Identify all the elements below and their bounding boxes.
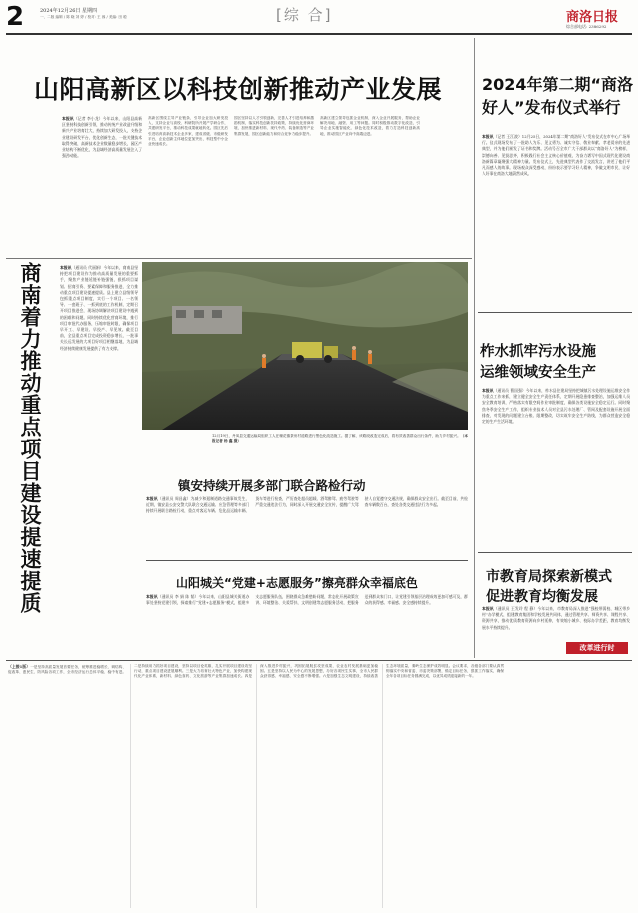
right-top-byline-text: （记者 王江波）12月25日，2024年第二期“商洛好人”发布仪式在市中心广场举行。仪式现场发布了一批助人为乐、见义勇为、诚实守信、敬业奉献、孝老爱亲的先进典型，并为他们颁发了证书和奖牌。活动号召全市广大干部群众以“商洛好人”为榜样，崇德向善、见贤思齐，积极践行社会主义核心价值观，为奋力谱写中国式现代化建设商洛新篇章凝聚强大精神力量。发布仪式上，先进典型代表作了交流发言，讲述了他们平凡而感人的故事。现场观众深受感动，纷纷表示要学习好人精神，争做文明市民，让好人好事在商洛大地蔚然成风。 — [482, 134, 630, 177]
main-article-col1 — [62, 116, 142, 242]
masthead-logo: 商洛日报 — [566, 10, 619, 25]
right-mid-top-rule — [478, 312, 632, 313]
photo-credit: （本报记者 杨 鑫 摄） — [212, 434, 468, 444]
bottom-article-text: 一是坚持高质量发展首要任务，统筹推进稳增长、调结构、促改革、惠民生、防风险各项工作，全市经济运行总体平稳、稳中有进。二是持续用力抓好项目建设，坚持以项目论英雄，扎实开展项目建设攻坚行动，重点项目建设进展顺利。三是大力培育壮大特色产业，加快构建现代化产业体系，新材料、绿色食药、文化旅游等产业集群加速成长。四是深入推进乡村振兴，巩固拓展脱贫攻坚成果，农业农村发展基础更加稳固。五是坚持以人民为中心的发展思想，办好各项民生实事，全市人民群众获得感、幸福感、安全感不断增强。六是加强生态文明建设，持续改善生态环境质量，秦岭生态保护成效明显。会议要求，各级各部门要认真贯彻落实中央和省委、市委决策部署，锚定目标任务，狠抓工作落实，确保全年各项目标任务圆满完成，以优异成绩迎接新的一年。 — [8, 664, 504, 679]
main-article-col3: 园区坚持以人才引领创新，完善人才引进培养和激励机制，落实科技创新扶持政策，持续优化营商环境，加快推进新材料、现代中药、装备制造等产业集群发展，园区创新能力和综合竞争力稳步提升。 — [234, 116, 314, 136]
bottom-continued-label: （上接1版） — [8, 664, 31, 669]
shanyang-top-rule — [146, 560, 468, 561]
right-mid-byline-tag: 本报讯 — [482, 388, 494, 393]
shanyang-byline-text: （通讯员 李 娟 陈 韬）今年以来，山阳县城关街道办事处坚持党建引领，探索推行“党建+志愿服务”模式，组建多支志愿服务队伍，围绕群众急难愁盼问题，常态化开展政策宣讲、环境整治、关爱帮扶、文明创建等志愿服务活动，把服务送到群众家门口，让党建引领基层治理成效更加可感可及，群众的获得感、幸福感、安全感持续提升。 — [146, 594, 468, 606]
bottom-section-rule — [6, 660, 632, 661]
left-story-title: 商南着力推动重点项目建设提速提质 — [18, 262, 42, 614]
right-top-body — [482, 134, 630, 310]
editor-credits: 一、二版 编辑 / 陈 晓 刘 婷 / 校对: 王 蓉 / 美编: 田 聪 — [40, 15, 127, 19]
main-byline-tag: 本报讯 — [62, 116, 74, 121]
edu-title-line2: 促进教育均衡发展 — [486, 589, 598, 605]
edu-top-rule — [478, 552, 632, 553]
main-article-col2: 高新区围绕主导产业链条，引导企业加大研发投入，支持企业与高校、科研院所开展产学研合作，共建研发平台，推动科技成果就地转化。园区先后引进培育高新技术企业多家，建成省级、市级研发平台，企业创新主体地位更加突出，科技型中小企业快速成长。 — [148, 116, 228, 147]
photo-caption — [212, 434, 468, 456]
header-rule — [6, 33, 632, 35]
shanyang-story-body — [146, 594, 468, 654]
shanyang-story-title: 山阳城关“党建+志愿服务”擦亮群众幸福底色 — [176, 576, 418, 590]
bottom-article — [8, 664, 630, 908]
zhenan-byline-tag: 本报讯 — [146, 496, 158, 501]
photo-caption-text: 12月19日，丹凤县交通运输局组织工人在棣花镇茶房村道路进行黑色化改造施工。据了解，该路段改造完成后，将有效改善群众出行条件，助力乡村振兴。 — [212, 434, 461, 438]
edu-byline-text: （通讯员 王发玲 程 静）今年以来，市教育局深入推进“强校带弱校、城区带乡村”办学模式，组建教育集团和学校发展共同体，通过管理共享、师资共享、课程共享、资源共享，推动优质教育资源向乡村延伸，有效缩小城乡、校际办学差距，教育均衡发展水平持续提升。 — [482, 606, 630, 630]
phone-number: 综合部电话: 2386292 — [566, 24, 607, 29]
section-label: 综 合 — [283, 6, 325, 24]
zhenan-story-body — [146, 496, 468, 548]
left-story-body — [60, 265, 138, 557]
right-top-title-line1: 2024年第二期“商洛 — [482, 75, 634, 94]
right-mid-title-line1: 柞水抓牢污水设施 — [480, 344, 596, 360]
shanyang-byline-tag: 本报讯 — [146, 594, 158, 599]
main-article-bottom-rule — [6, 258, 472, 259]
right-mid-body — [482, 388, 630, 546]
right-mid-byline-text: （通讯员 曹国强）今年以来，柞水县住建局坚持把城镇污水处理设施运维安全作为重点工作来抓，建立健全安全生产责任体系，定期开展隐患排查整治，加强运维人员安全教育培训，严格落实有限空间作业审批制度，确保各类设施安全稳定运行。同时聚焦冬季安全生产工作，组织专业技术人员对全县污水处理厂、管网及配套设施开展全面排查，对发现的问题建立台账、限期整改，切实筑牢安全生产防线，为群众营造安全稳定的生产生活环境。 — [482, 388, 630, 425]
edu-byline-tag: 本报讯 — [482, 606, 494, 611]
main-headline: 山阳高新区以科技创新推动产业发展 — [34, 75, 443, 104]
left-byline-tag: 本报讯 — [60, 265, 72, 270]
right-column-divider — [474, 38, 475, 658]
zhenan-byline-text: （通讯员 周昌鑫）为减少和遏制道路交通事故发生，近期，镇安县公安交警大队联合交通运输、应急管理等多部门持续开展联合路检行动，重点对客运车辆、危化品运输车辆、货车等进行检查，严厉查处超员超载、酒驾醉驾、疲劳驾驶等严重交通违法行为，同时深入开展交通安全宣传，提醒广大驾驶人自觉遵守交通法规，确保群众安全出行。截至目前，共检查车辆数百台，查处各类交通违法行为多起。 — [146, 496, 468, 514]
page-number: 2 — [6, 2, 25, 32]
reform-badge: 改革进行时 — [566, 642, 628, 654]
main-article-col4: 高新区建立领导包抓企业机制，深入企业开展服务，帮助企业解决用地、融资、用工等问题。同时积极推动数字化改造，引导企业实施智能化、绿色化技术改造，着力打造科技创新高地，推动园区产业向中高端迈进。 — [320, 116, 420, 136]
left-byline-text: （通讯员 代丽娟）今年以来，商南县坚持把项目建设作为推动高质量发展的重要抓手，聚焦产业链延链补链强链，狠抓项目谋划、招商引资、要素保障和服务推进，全力推动重点项目建设提速提质。县上建立县级领导包抓重点项目制度，实行一个项目、一名领导、一套班子、一抓到底的工作机制，定期召开项目推进会，现场协调解决项目建设中遇到的困难和问题。同时持续优化营商环境，推行项目审批代办服务，压缩审批时限，确保项目早开工、早建设、早投产、早见效。截至目前，全县重点项目完成投资稳步增长，一批事关长远发展的大项目好项目相继落地，为县域经济持续健康发展提供了有力支撑。 — [60, 265, 138, 351]
main-byline-text: （记者 李小龙）今年以来，山阳县高新区坚持科技创新引领，推动传统产业改造升级和新兴产业培育壮大，持续加大研发投入，支持企业建设研发平台，优化创新生态，一批关键技术取得突破，高新技术企业数量稳步增长，园区产业结构不断优化，为县域经济高质量发展注入了强劲动能。 — [62, 116, 142, 159]
right-top-byline-tag: 本报讯 — [482, 134, 494, 139]
road-construction-photo — [142, 262, 468, 430]
right-mid-title-line2: 运维领域安全生产 — [480, 365, 596, 381]
section-name: [综 合] — [276, 6, 333, 24]
edu-title-line1: 市教育局探索新模式 — [486, 569, 612, 585]
issue-date: 2024年12月26日 星期四 — [40, 8, 98, 14]
zhenan-story-title: 镇安持续开展多部门联合路检行动 — [178, 478, 366, 493]
right-top-title-line2: 好人”发布仪式举行 — [482, 98, 621, 117]
road-photo-graphic — [142, 262, 468, 430]
